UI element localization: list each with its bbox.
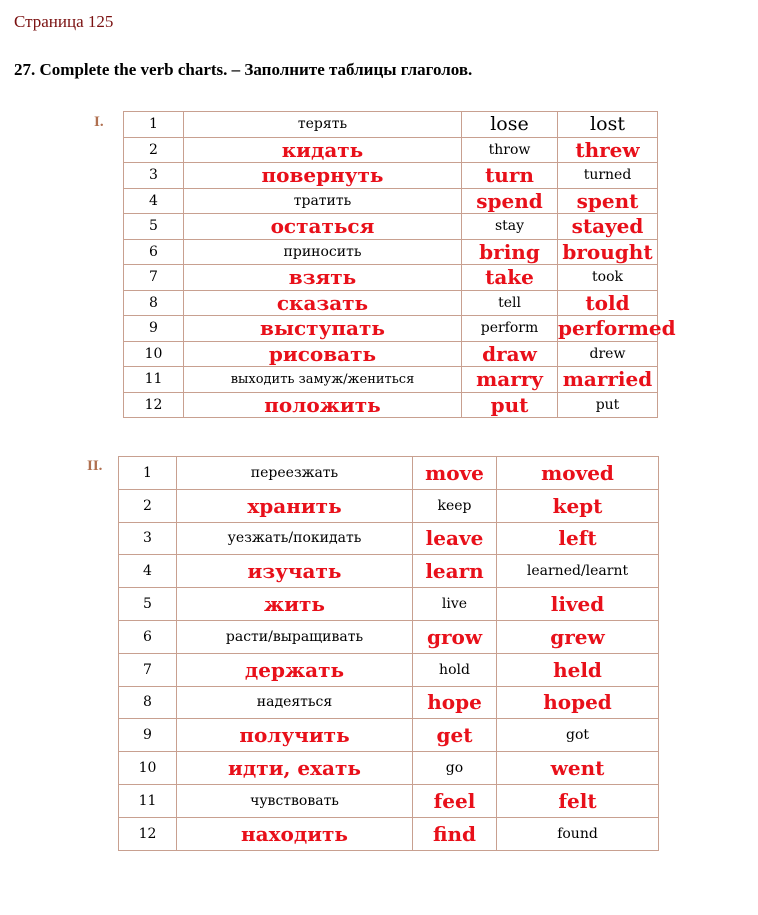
table-row	[119, 817, 659, 850]
table-row	[124, 239, 658, 265]
table-row	[119, 522, 659, 555]
answer-verb-infinitive: put	[462, 392, 558, 418]
russian-verb: приносить	[184, 239, 462, 265]
verb-table-2	[118, 456, 659, 851]
answer-verb-past: felt	[497, 784, 659, 817]
exercise-title: 27. Complete the verb charts. – Заполните таблицы глаголов.	[14, 60, 473, 79]
table-row	[119, 489, 659, 522]
answer-verb-past: went	[497, 752, 659, 785]
table-row	[124, 341, 658, 367]
answer-verb-infinitive: bring	[462, 239, 558, 265]
russian-verb: расти/выращивать	[177, 620, 413, 653]
answer-verb-past: threw	[558, 137, 658, 163]
answer-russian-verb: сказать	[184, 290, 462, 316]
answer-verb-infinitive: turn	[462, 163, 558, 189]
row-number: 7	[124, 265, 184, 291]
row-number: 5	[124, 214, 184, 240]
answer-verb-past: spent	[558, 188, 658, 214]
row-number: 7	[119, 653, 177, 686]
answer-verb-past: married	[558, 367, 658, 393]
table-row	[119, 686, 659, 719]
answer-russian-verb: выступать	[184, 316, 462, 342]
russian-verb: выходить замуж/жениться	[184, 367, 462, 393]
answer-russian-verb: хранить	[177, 489, 413, 522]
russian-verb: переезжать	[177, 457, 413, 490]
answer-verb-infinitive: marry	[462, 367, 558, 393]
row-number: 9	[119, 719, 177, 752]
row-number: 8	[124, 290, 184, 316]
answer-russian-verb: получить	[177, 719, 413, 752]
table-row	[124, 290, 658, 316]
row-number: 11	[119, 784, 177, 817]
answer-verb-infinitive: grow	[413, 620, 497, 653]
row-number: 8	[119, 686, 177, 719]
verb-infinitive: live	[413, 588, 497, 621]
answer-russian-verb: взять	[184, 265, 462, 291]
answer-verb-past: kept	[497, 489, 659, 522]
russian-verb: терять	[184, 112, 462, 138]
verb-past: drew	[558, 341, 658, 367]
row-number: 5	[119, 588, 177, 621]
table-row	[124, 316, 658, 342]
answer-verb-infinitive: spend	[462, 188, 558, 214]
answer-verb-infinitive: get	[413, 719, 497, 752]
row-number: 10	[119, 752, 177, 785]
russian-verb: уезжать/покидать	[177, 522, 413, 555]
answer-russian-verb: держать	[177, 653, 413, 686]
row-number: 6	[119, 620, 177, 653]
table-row	[119, 457, 659, 490]
row-number: 9	[124, 316, 184, 342]
row-number: 2	[124, 137, 184, 163]
table-row	[124, 163, 658, 189]
answer-verb-past: hoped	[497, 686, 659, 719]
row-number: 11	[124, 367, 184, 393]
row-number: 3	[119, 522, 177, 555]
answer-verb-infinitive: move	[413, 457, 497, 490]
verb-past: learned/learnt	[497, 555, 659, 588]
answer-verb-infinitive: leave	[413, 522, 497, 555]
answer-russian-verb: жить	[177, 588, 413, 621]
table-row	[119, 784, 659, 817]
verb-infinitive: tell	[462, 290, 558, 316]
verb-infinitive: throw	[462, 137, 558, 163]
answer-verb-past: held	[497, 653, 659, 686]
table-row	[119, 620, 659, 653]
answer-verb-past: brought	[558, 239, 658, 265]
section-label-1: I.	[94, 114, 104, 130]
row-number: 4	[119, 555, 177, 588]
verb-past: turned	[558, 163, 658, 189]
answer-russian-verb: изучать	[177, 555, 413, 588]
verb-infinitive: lose	[462, 112, 558, 138]
row-number: 12	[119, 817, 177, 850]
verb-infinitive: keep	[413, 489, 497, 522]
answer-verb-past: stayed	[558, 214, 658, 240]
verb-infinitive: stay	[462, 214, 558, 240]
answer-russian-verb: идти, ехать	[177, 752, 413, 785]
verb-past: put	[558, 392, 658, 418]
table-row	[119, 752, 659, 785]
row-number: 3	[124, 163, 184, 189]
answer-russian-verb: рисовать	[184, 341, 462, 367]
verb-past: got	[497, 719, 659, 752]
answer-russian-verb: остаться	[184, 214, 462, 240]
verb-infinitive: perform	[462, 316, 558, 342]
verb-infinitive: hold	[413, 653, 497, 686]
answer-verb-infinitive: feel	[413, 784, 497, 817]
row-number: 1	[119, 457, 177, 490]
verb-past: took	[558, 265, 658, 291]
answer-verb-infinitive: hope	[413, 686, 497, 719]
table-row	[124, 214, 658, 240]
answer-russian-verb: положить	[184, 392, 462, 418]
page-label: Страница 125	[14, 12, 114, 31]
answer-verb-infinitive: learn	[413, 555, 497, 588]
answer-verb-past: lived	[497, 588, 659, 621]
russian-verb: надеяться	[177, 686, 413, 719]
row-number: 1	[124, 112, 184, 138]
answer-russian-verb: кидать	[184, 137, 462, 163]
answer-verb-past: left	[497, 522, 659, 555]
answer-russian-verb: повернуть	[184, 163, 462, 189]
table-row	[119, 653, 659, 686]
table-row	[119, 719, 659, 752]
answer-russian-verb: находить	[177, 817, 413, 850]
answer-verb-past: performed	[558, 316, 676, 341]
table-row	[119, 588, 659, 621]
answer-verb-infinitive: take	[462, 265, 558, 291]
table-row	[124, 188, 658, 214]
verb-table-1	[123, 111, 676, 418]
table-row	[124, 265, 658, 291]
table-row	[124, 392, 658, 418]
row-number: 12	[124, 392, 184, 418]
answer-verb-infinitive: draw	[462, 341, 558, 367]
row-number: 10	[124, 341, 184, 367]
answer-verb-past: grew	[497, 620, 659, 653]
verb-past: found	[497, 817, 659, 850]
verb-infinitive: go	[413, 752, 497, 785]
row-number: 4	[124, 188, 184, 214]
russian-verb: чувствовать	[177, 784, 413, 817]
table-row	[124, 112, 658, 138]
table-row	[124, 137, 658, 163]
answer-verb-past: told	[558, 290, 658, 316]
verb-past: lost	[558, 112, 658, 138]
section-label-2: II.	[87, 458, 103, 474]
russian-verb: тратить	[184, 188, 462, 214]
row-number: 6	[124, 239, 184, 265]
table-row	[124, 367, 658, 393]
answer-verb-infinitive: find	[413, 817, 497, 850]
row-number: 2	[119, 489, 177, 522]
answer-verb-past: moved	[497, 457, 659, 490]
table-row	[119, 555, 659, 588]
